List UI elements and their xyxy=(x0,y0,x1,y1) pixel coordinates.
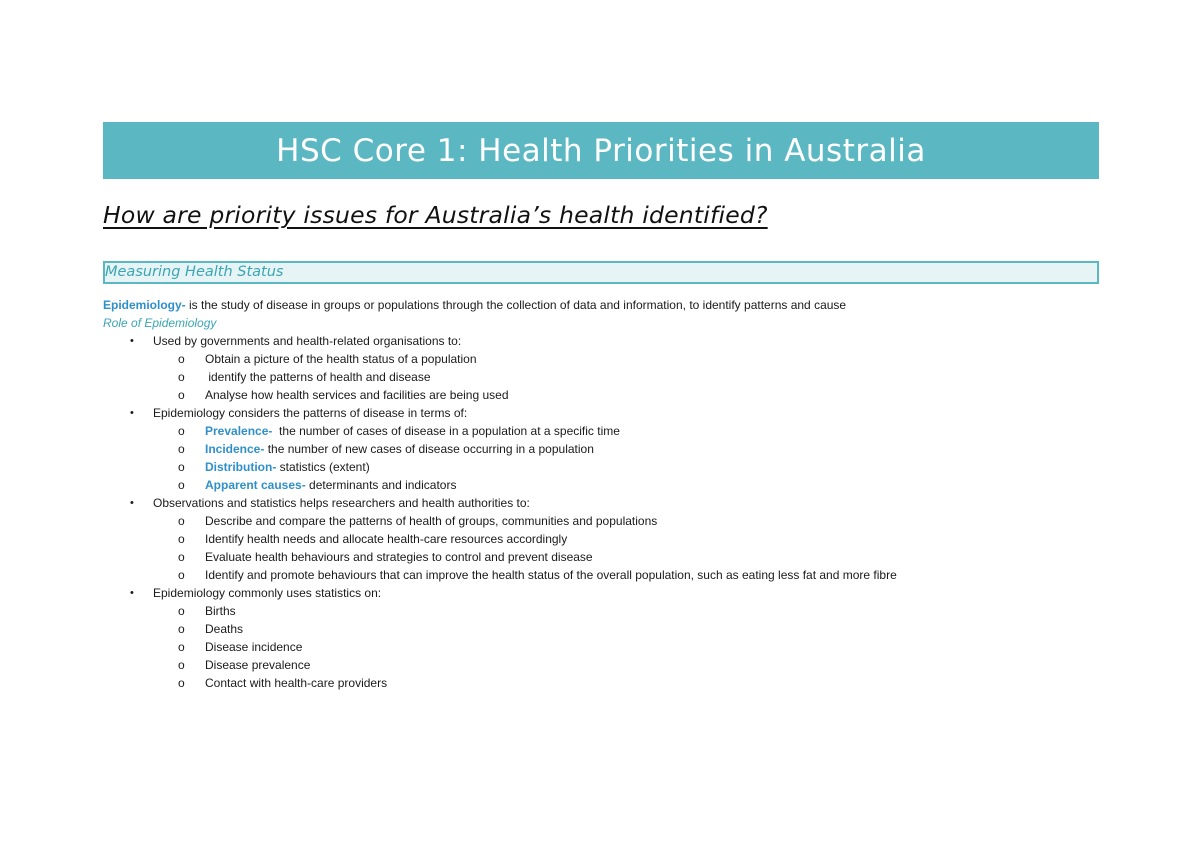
list-item xyxy=(103,404,1099,494)
sub-list-term: Distribution- xyxy=(205,460,277,474)
sub-list-item xyxy=(103,350,1099,368)
circle-bullet-icon: o xyxy=(178,388,185,402)
document-title: HSC Core 1: Health Priorities in Australia xyxy=(276,132,926,169)
sub-list-item xyxy=(103,368,1099,386)
circle-bullet-icon: o xyxy=(178,514,185,528)
sub-list-item xyxy=(103,458,1099,476)
bullet-icon: • xyxy=(130,497,134,509)
sub-list-item xyxy=(103,566,1099,584)
sub-list-text: determinants and indicators xyxy=(305,478,457,492)
definition-term: Epidemiology- xyxy=(103,298,186,312)
circle-bullet-icon: o xyxy=(178,568,185,582)
sub-list-item xyxy=(103,674,1099,692)
circle-bullet-icon: o xyxy=(178,550,185,564)
list-item-text: Epidemiology considers the patterns of disease in terms of: xyxy=(153,406,468,420)
sub-list-item xyxy=(103,386,1099,404)
sub-list-text: Describe and compare the patterns of health of groups, communities and populations xyxy=(205,514,658,528)
sub-list-text: Births xyxy=(205,604,236,618)
circle-bullet-icon: o xyxy=(178,658,185,672)
circle-bullet-icon: o xyxy=(178,442,185,456)
sub-list-term: Incidence- xyxy=(205,442,265,456)
section-heading-box xyxy=(103,261,1099,284)
circle-bullet-icon: o xyxy=(178,622,185,636)
sub-list xyxy=(153,350,1099,404)
sub-list-term: Apparent causes- xyxy=(205,478,306,492)
document-page xyxy=(103,122,1099,692)
sub-list-text: the number of cases of disease in a population at a specific time xyxy=(272,424,620,438)
circle-bullet-icon: o xyxy=(178,676,185,690)
sub-list-text: Disease prevalence xyxy=(205,658,311,672)
sub-list-text: the number of new cases of disease occurring in a population xyxy=(264,442,594,456)
sub-list-item xyxy=(103,548,1099,566)
sub-list-text: Identify and promote behaviours that can improve the health status of the overall population, such as eating less fat and more fibre xyxy=(205,568,897,582)
circle-bullet-icon: o xyxy=(178,460,185,474)
circle-bullet-icon: o xyxy=(178,370,185,384)
circle-bullet-icon: o xyxy=(178,532,185,546)
sub-list-text: Obtain a picture of the health status of a population xyxy=(205,352,477,366)
list-item-text: Observations and statistics helps researchers and health authorities to: xyxy=(153,496,530,510)
circle-bullet-icon: o xyxy=(178,478,185,492)
circle-bullet-icon: o xyxy=(178,640,185,654)
bullet-icon: • xyxy=(130,587,134,599)
sub-list-text: Identify health needs and allocate health-care resources accordingly xyxy=(205,532,568,546)
sub-list-item xyxy=(103,530,1099,548)
sub-list-item xyxy=(103,656,1099,674)
sub-list-text: statistics (extent) xyxy=(276,460,370,474)
sub-list-term: Prevalence- xyxy=(205,424,273,438)
sub-list xyxy=(153,602,1099,692)
sub-list-item xyxy=(103,476,1099,494)
circle-bullet-icon: o xyxy=(178,424,185,438)
bullet-icon: • xyxy=(130,335,134,347)
sub-list-item xyxy=(103,602,1099,620)
section-heading: Measuring Health Status xyxy=(105,264,284,280)
definition-paragraph xyxy=(103,296,1099,314)
sub-list-text: Evaluate health behaviours and strategies to control and prevent disease xyxy=(205,550,593,564)
list-item-text: Used by governments and health-related organisations to: xyxy=(153,334,462,348)
sub-list-text: Deaths xyxy=(205,622,244,636)
sub-list-text: Analyse how health services and facilities are being used xyxy=(205,388,509,402)
list-item-text: Epidemiology commonly uses statistics on: xyxy=(153,586,382,600)
title-banner xyxy=(103,122,1099,179)
sub-list-text: identify the patterns of health and disease xyxy=(205,370,431,384)
sub-list-item xyxy=(103,512,1099,530)
list-item xyxy=(103,332,1099,404)
document-subtitle: How are priority issues for Australia’s health identified? xyxy=(103,201,768,229)
bullet-icon: • xyxy=(130,407,134,419)
list-item xyxy=(103,584,1099,692)
circle-bullet-icon: o xyxy=(178,604,185,618)
sub-list xyxy=(153,512,1099,584)
role-heading: Role of Epidemiology xyxy=(103,316,217,330)
sub-list-item xyxy=(103,638,1099,656)
sub-list-text: Disease incidence xyxy=(205,640,303,654)
circle-bullet-icon: o xyxy=(178,352,185,366)
sub-list xyxy=(153,422,1099,494)
definition-text: is the study of disease in groups or populations through the collection of data and information, to identify patterns and cause xyxy=(185,298,847,312)
list-item xyxy=(103,494,1099,584)
sub-list-text: Contact with health-care providers xyxy=(205,676,388,690)
bullet-list xyxy=(103,332,1099,692)
document-body xyxy=(103,296,1099,692)
sub-list-item xyxy=(103,620,1099,638)
sub-list-item xyxy=(103,440,1099,458)
sub-list-item xyxy=(103,422,1099,440)
